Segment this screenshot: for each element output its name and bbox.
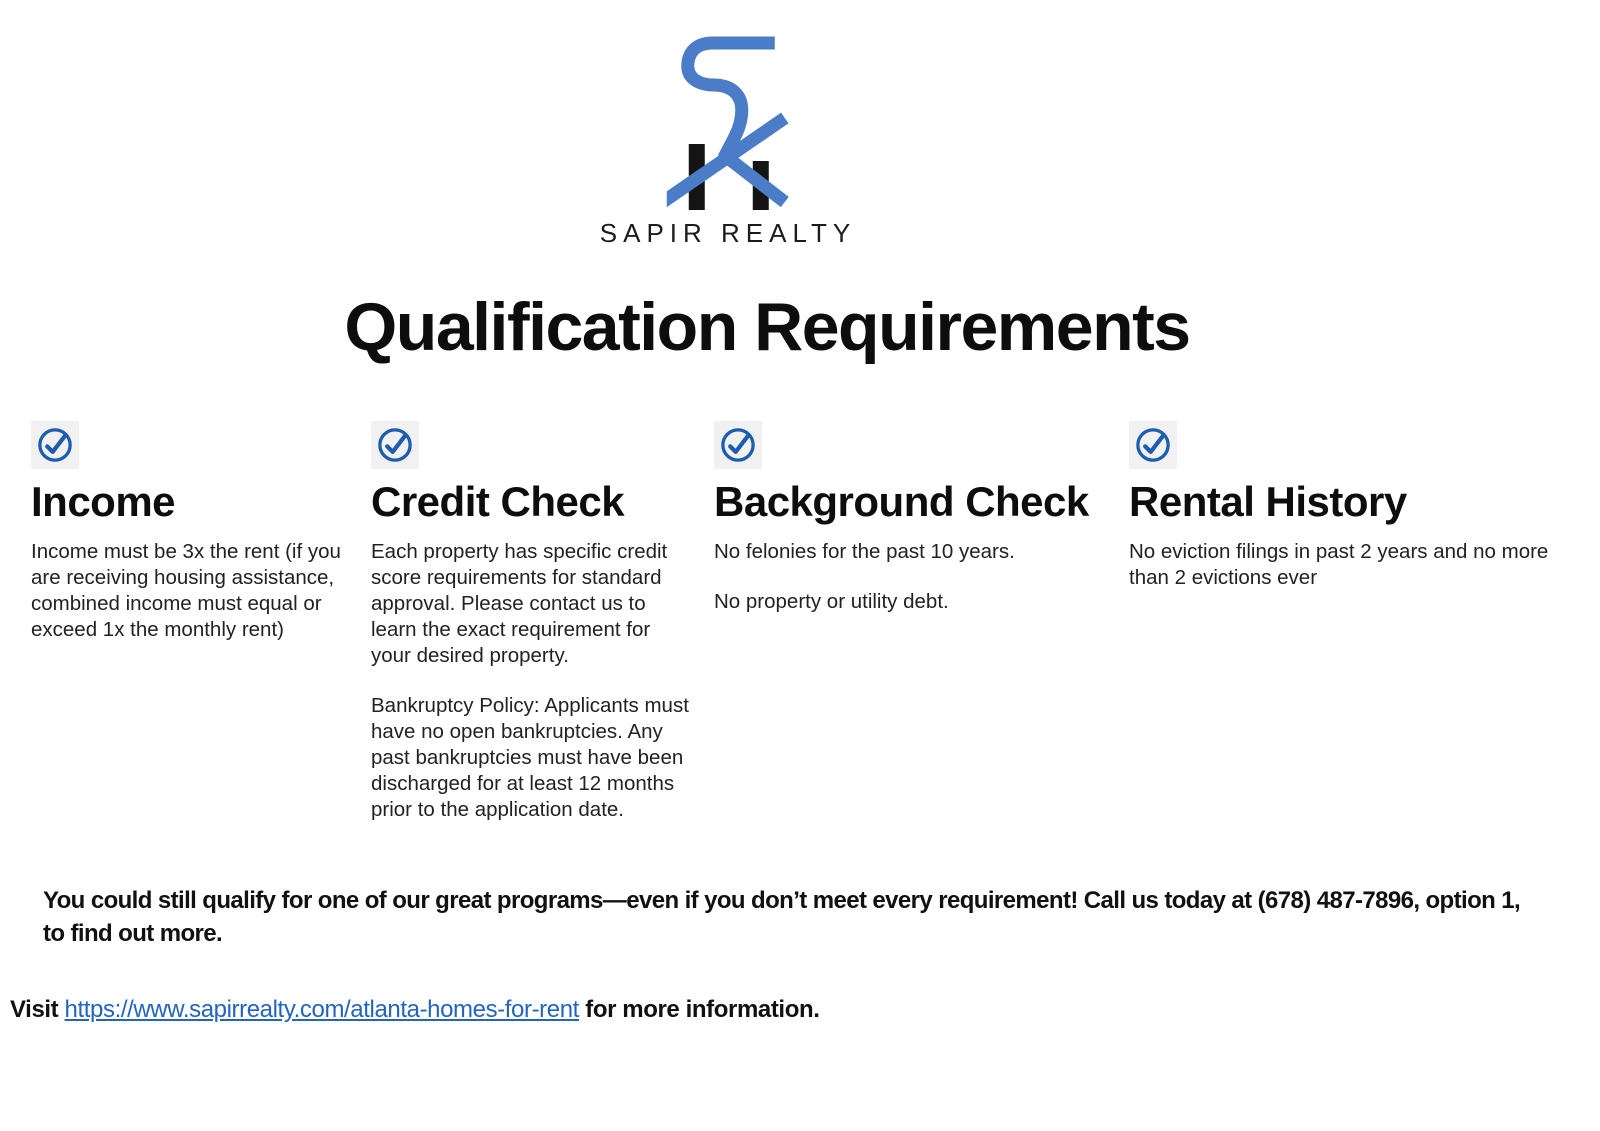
requirement-text: Bankruptcy Policy: Applicants must have no open bankruptcies. Any past bankruptcies must have been discharged for at least 12 months prior to the application date. <box>371 694 689 821</box>
requirement-heading: Income <box>31 478 176 525</box>
requirement-text: Each property has specific credit score requirements for standard approval. Please contact us to learn the exact requirement for your desired property. <box>371 540 668 667</box>
website-link[interactable]: https://www.sapirrealty.com/atlanta-homes-for-rent <box>64 996 579 1023</box>
requirement-heading: Rental History <box>1129 478 1407 525</box>
requirement-card-credit-check <box>371 421 689 823</box>
sapir-realty-logo-icon <box>667 36 789 216</box>
requirement-card-rental-history <box>1129 421 1565 591</box>
brand-logo <box>600 36 856 249</box>
requirement-card-background-check <box>714 421 1114 615</box>
page-title: Qualification Requirements <box>344 289 1190 365</box>
requirement-text: No eviction filings in past 2 years and no more than 2 evictions ever <box>1129 540 1549 589</box>
requirement-heading: Background Check <box>714 478 1089 525</box>
visit-prefix: Visit <box>10 996 65 1023</box>
check-circle-icon <box>31 421 79 469</box>
requirement-text: No felonies for the past 10 years. <box>714 540 1015 563</box>
requirement-text: No property or utility debt. <box>714 590 949 613</box>
footer-note: You could still qualify for one of our great programs—even if you don’t meet every requirement! Call us today at (678) 487-7896, option 1, to find out more. <box>43 887 1521 947</box>
requirement-card-income <box>31 421 353 643</box>
check-circle-icon <box>1129 421 1177 469</box>
brand-name: SAPIR REALTY <box>599 218 857 248</box>
visit-suffix: for more information. <box>578 996 820 1023</box>
requirement-heading: Credit Check <box>371 478 625 525</box>
check-circle-icon <box>714 421 762 469</box>
visit-line <box>10 996 820 1024</box>
requirement-text: Income must be 3x the rent (if you are receiving housing assistance, combined income must equal or exceed 1x the monthly rent) <box>31 540 341 641</box>
check-circle-icon <box>371 421 419 469</box>
